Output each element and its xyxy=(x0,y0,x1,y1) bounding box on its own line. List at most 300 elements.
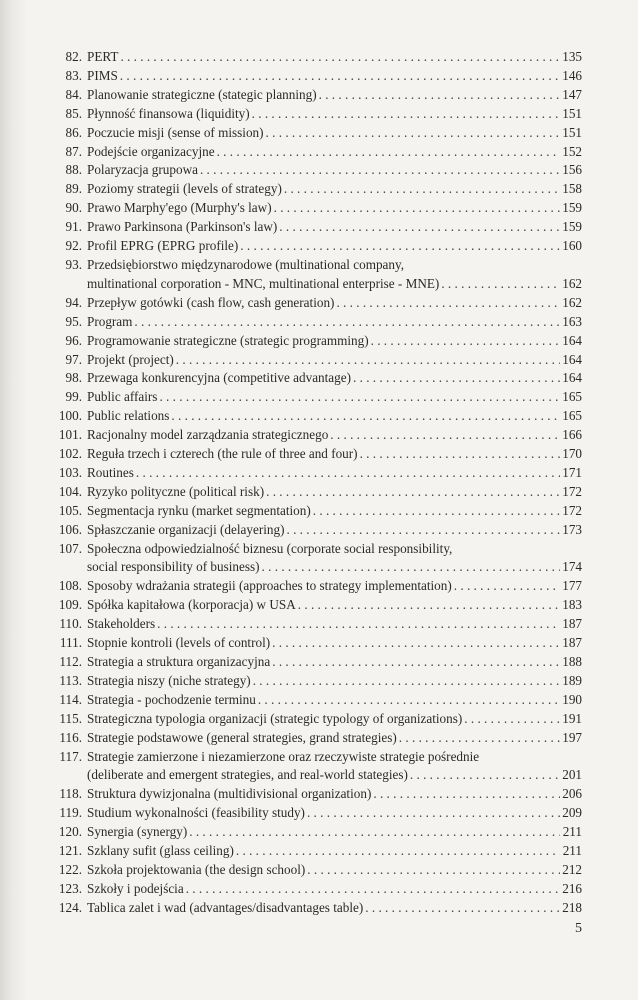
toc-entry-line xyxy=(87,842,582,861)
toc-entry-title: Przewaga konkurencyjna (competitive advantage) xyxy=(87,370,352,386)
toc-entry xyxy=(52,483,582,502)
toc-entry-number: 113. xyxy=(59,672,82,688)
toc-entry-number: 86. xyxy=(65,124,82,140)
toc-entry-body xyxy=(87,48,582,67)
dot-leader xyxy=(441,275,560,294)
toc-entry-number: 114. xyxy=(59,691,82,707)
dot-leader xyxy=(307,861,560,880)
dot-leader xyxy=(365,899,560,918)
toc-entry-number: 115. xyxy=(59,710,82,726)
toc-entry-body xyxy=(87,86,582,105)
toc-entry-body xyxy=(87,540,582,578)
toc-entry xyxy=(52,445,582,464)
toc-entry-title: Racjonalny model zarządzania strategicznego xyxy=(87,427,329,443)
toc-entry-page: 146 xyxy=(562,67,582,83)
toc-entry xyxy=(52,672,582,691)
toc-entry-line xyxy=(87,124,582,143)
toc-entry-page: 162 xyxy=(562,275,582,291)
toc-entry-page: 209 xyxy=(562,805,582,821)
toc-entry-body xyxy=(87,596,582,615)
toc-entry-line xyxy=(87,180,582,199)
toc-entry xyxy=(52,842,582,861)
toc-entry-body xyxy=(87,180,582,199)
toc-entry-title: Stopnie kontroli (levels of control) xyxy=(87,635,271,651)
toc-entry-number: 83. xyxy=(65,67,82,83)
toc-entry-body xyxy=(87,407,582,426)
toc-entry-body xyxy=(87,710,582,729)
toc-entry-page: 187 xyxy=(562,616,582,632)
toc-entry-number: 90. xyxy=(65,200,82,216)
toc-entry-page: 216 xyxy=(562,880,582,896)
toc-entry-body xyxy=(87,748,582,786)
toc-entry xyxy=(52,105,582,124)
toc-entry-number: 124. xyxy=(58,899,82,915)
dot-leader xyxy=(399,729,560,748)
toc-entry-body xyxy=(87,143,582,162)
dot-leader xyxy=(464,710,560,729)
toc-entry-page: 211 xyxy=(562,843,582,859)
toc-entry-title: Struktura dywizjonalna (multidivisional organization) xyxy=(87,786,372,802)
toc-entry-page: 188 xyxy=(562,654,582,669)
dot-leader xyxy=(236,842,560,861)
toc-entry-body xyxy=(87,426,582,445)
toc-entry-page: 191 xyxy=(562,710,582,726)
toc-entry-page: 159 xyxy=(562,219,582,235)
toc-entry-body xyxy=(87,483,582,502)
toc-entry xyxy=(52,294,582,313)
toc-entry-body xyxy=(87,634,582,653)
toc-entry-line xyxy=(87,67,582,86)
toc-entry-line xyxy=(87,880,582,899)
toc-entry-line xyxy=(87,464,582,483)
dot-leader xyxy=(240,237,560,256)
toc-entry-body xyxy=(87,899,582,918)
toc-entry xyxy=(52,729,582,748)
toc-entry-line xyxy=(87,615,582,634)
dot-leader xyxy=(200,161,560,180)
dot-leader xyxy=(284,180,560,199)
dot-leader xyxy=(252,105,560,124)
toc-entry-line xyxy=(87,748,582,767)
toc-entry-number: 88. xyxy=(65,162,82,178)
toc-entry xyxy=(52,86,582,105)
toc-entry xyxy=(52,464,582,483)
toc-entry-line xyxy=(87,388,582,407)
toc-entry-title: Program xyxy=(87,313,133,329)
toc-entry-line xyxy=(87,105,582,124)
toc-entry-body xyxy=(87,332,582,351)
toc-entry-page: 152 xyxy=(562,143,582,159)
toc-entry-title: Synergia (synergy) xyxy=(87,824,188,840)
dot-leader xyxy=(217,143,560,162)
toc-entry xyxy=(52,521,582,540)
toc-entry-line xyxy=(87,653,582,672)
dot-leader xyxy=(336,294,560,313)
toc-entry-number: 109. xyxy=(58,597,82,613)
toc-entry-line xyxy=(87,823,582,842)
toc-entry-title: Ryzyko polityczne (political risk) xyxy=(87,483,265,499)
dot-leader xyxy=(159,388,560,407)
toc-entry-title: Prawo Marphy'ego (Murphy's law) xyxy=(87,200,272,216)
dot-leader xyxy=(272,653,560,672)
toc-entry xyxy=(52,67,582,86)
toc-entry-line xyxy=(87,804,582,823)
toc-entry-title: Strategia niszy (niche strategy) xyxy=(87,672,251,688)
toc-entry-body xyxy=(87,67,582,86)
toc-entry-title: Podejście organizacyjne xyxy=(87,143,215,159)
toc-entry-body xyxy=(87,464,582,483)
toc-entry-title: Prawo Parkinsona (Parkinson's law) xyxy=(87,219,278,235)
toc-entry-page: 206 xyxy=(562,786,582,802)
toc-entry xyxy=(52,48,582,67)
toc-entry-page: 172 xyxy=(562,502,582,518)
toc-entry xyxy=(52,634,582,653)
toc-entry-number: 100. xyxy=(58,408,82,424)
toc-entry xyxy=(52,351,582,370)
toc-entry-number: 106. xyxy=(58,521,82,537)
toc-entry-page: 177 xyxy=(562,578,582,594)
toc-entry-line xyxy=(87,256,582,275)
toc-entry-title: Spłaszczanie organizacji (delayering) xyxy=(87,521,285,537)
toc-entry-body xyxy=(87,577,582,596)
toc-entry-title: Routines xyxy=(87,464,134,480)
toc-entry-number: 112. xyxy=(59,654,82,669)
toc-entry-title: Profil EPRG (EPRG profile) xyxy=(87,238,239,254)
toc-entry-title: PIMS xyxy=(87,67,118,83)
toc-entry-number: 118. xyxy=(59,786,82,802)
toc-entry-line xyxy=(87,766,582,785)
toc-entry-body xyxy=(87,615,582,634)
toc-entry-page: 159 xyxy=(562,200,582,216)
toc-entry-number: 119. xyxy=(59,805,82,821)
toc-entry-body xyxy=(87,256,582,294)
toc-entry-title: Strategia - pochodzenie terminu xyxy=(87,691,256,707)
toc-entry-line xyxy=(87,899,582,918)
toc-entry xyxy=(52,218,582,237)
toc-entry-title: Poziomy strategii (levels of strategy) xyxy=(87,181,282,197)
toc-entry-line xyxy=(87,540,582,559)
toc-entry xyxy=(52,332,582,351)
page-binding-shadow xyxy=(0,0,28,1000)
toc-entry-line xyxy=(87,332,582,351)
dot-leader xyxy=(330,426,560,445)
toc-entry-title: multinational corporation - MNC, multinational enterprise - MNE) xyxy=(87,275,440,291)
page-number: 5 xyxy=(575,921,582,936)
toc-entry-page: 151 xyxy=(562,105,582,121)
dot-leader xyxy=(262,558,560,577)
toc-entry-title: Strategia a struktura organizacyjna xyxy=(87,654,271,669)
toc-entry-body xyxy=(87,313,582,332)
toc-entry-title: Szklany sufit (glass ceiling) xyxy=(87,843,234,859)
toc-entry-title: Tablica zalet i wad (advantages/disadvantages table) xyxy=(87,899,364,915)
toc-entry-page: 135 xyxy=(562,49,582,64)
toc-entry-line xyxy=(87,861,582,880)
toc-entry xyxy=(52,596,582,615)
toc-entry xyxy=(52,710,582,729)
toc-entry-title: Przepływ gotówki (cash flow, cash generation) xyxy=(87,294,335,310)
toc-entry-title: Projekt (project) xyxy=(87,351,174,367)
dot-leader xyxy=(176,351,560,370)
dot-leader xyxy=(298,596,560,615)
toc-entry-body xyxy=(87,729,582,748)
toc-entry-line xyxy=(87,596,582,615)
dot-leader xyxy=(189,823,560,842)
toc-entry-line xyxy=(87,237,582,256)
toc-entry-page: 164 xyxy=(562,370,582,386)
toc-entry-number: 120. xyxy=(58,824,82,840)
toc-entry xyxy=(52,899,582,918)
toc-entry-body xyxy=(87,785,582,804)
toc-entry xyxy=(52,180,582,199)
toc-entry-number: 94. xyxy=(65,294,82,310)
toc-entry xyxy=(52,256,582,294)
toc-entry-page: 151 xyxy=(562,124,582,140)
toc-entry-title: Public relations xyxy=(87,408,170,424)
dot-leader xyxy=(134,313,560,332)
dot-leader xyxy=(157,615,560,634)
toc-entry-title: Spółka kapitałowa (korporacja) w USA xyxy=(87,597,296,613)
toc-entry-body xyxy=(87,161,582,180)
toc-entry-page: 187 xyxy=(562,635,582,651)
toc-entry-title: (deliberate and emergent strategies, and real-world stategies) xyxy=(87,767,408,783)
dot-leader xyxy=(120,67,560,86)
toc-entry-line xyxy=(87,577,582,596)
toc-entry-number: 105. xyxy=(58,502,82,518)
toc-entry-body xyxy=(87,445,582,464)
toc-entry xyxy=(52,369,582,388)
dot-leader xyxy=(274,199,560,218)
toc-entry-line xyxy=(87,161,582,180)
toc-entry-line xyxy=(87,218,582,237)
toc-entry-page: 212 xyxy=(562,861,582,877)
toc-entry-line xyxy=(87,729,582,748)
dot-leader xyxy=(171,407,560,426)
toc-entry-line xyxy=(87,313,582,332)
toc-entry-page: 190 xyxy=(562,691,582,707)
toc-entry xyxy=(52,161,582,180)
toc-entry xyxy=(52,388,582,407)
toc-entry-body xyxy=(87,105,582,124)
dot-leader xyxy=(454,577,560,596)
toc-entry-page: 189 xyxy=(562,672,582,688)
toc-entry-page: 164 xyxy=(562,351,582,367)
toc-entry-line xyxy=(87,710,582,729)
toc-entry-title: Sposoby wdrażania strategii (approaches to strategy implementation) xyxy=(87,578,452,594)
toc-entry-page: 174 xyxy=(562,559,582,575)
toc-entry-body xyxy=(87,804,582,823)
toc-entry-body xyxy=(87,653,582,672)
toc-entry-number: 97. xyxy=(65,351,82,367)
toc-entry-number: 117. xyxy=(59,748,82,764)
toc-entry xyxy=(52,143,582,162)
dot-leader xyxy=(307,804,560,823)
toc-entry-body xyxy=(87,199,582,218)
dot-leader xyxy=(258,691,560,710)
dot-leader xyxy=(360,445,560,464)
toc-entry-page: 172 xyxy=(562,483,582,499)
toc-entry-page: 211 xyxy=(562,824,582,840)
toc-entry-number: 123. xyxy=(58,880,82,896)
toc-entry-title: Poczucie misji (sense of mission) xyxy=(87,124,264,140)
toc-entry-line xyxy=(87,785,582,804)
dot-leader xyxy=(371,332,560,351)
toc-entry xyxy=(52,540,582,578)
toc-entry-number: 99. xyxy=(65,389,82,405)
toc-entry-body xyxy=(87,124,582,143)
toc-entry xyxy=(52,785,582,804)
toc-entry xyxy=(52,861,582,880)
toc-entry-number: 93. xyxy=(65,256,82,272)
toc-entry-page: 197 xyxy=(562,729,582,745)
toc-entry-title: Szkoła projektowania (the design school) xyxy=(87,861,306,877)
toc-entry-number: 102. xyxy=(58,446,82,462)
dot-leader xyxy=(272,634,560,653)
dot-leader xyxy=(319,86,560,105)
toc-entry-number: 92. xyxy=(65,238,82,254)
dot-leader xyxy=(136,464,560,483)
toc-entry-line xyxy=(87,521,582,540)
toc-entry xyxy=(52,748,582,786)
toc-entry-body xyxy=(87,218,582,237)
toc-entry-number: 103. xyxy=(58,464,82,480)
toc-entry-body xyxy=(87,521,582,540)
toc-entry-title: Strategie zamierzone i niezamierzone oraz rzeczywiste strategie pośrednie xyxy=(87,748,480,764)
toc-entry-line xyxy=(87,48,582,67)
toc-entry-number: 108. xyxy=(58,578,82,594)
toc-entry-body xyxy=(87,861,582,880)
toc-entry xyxy=(52,823,582,842)
toc-entry-body xyxy=(87,672,582,691)
toc-entry-line xyxy=(87,426,582,445)
toc-entry-line xyxy=(87,86,582,105)
dot-leader xyxy=(266,483,560,502)
dot-leader xyxy=(253,672,560,691)
toc-entry-page: 171 xyxy=(562,464,582,480)
toc-entry-number: 110. xyxy=(59,616,82,632)
toc-entry-body xyxy=(87,237,582,256)
toc-entry-body xyxy=(87,823,582,842)
toc-entry-line xyxy=(87,407,582,426)
toc-entry xyxy=(52,124,582,143)
toc-entry-number: 82. xyxy=(65,49,82,64)
toc-entry-line xyxy=(87,294,582,313)
toc-entry-title: Public affairs xyxy=(87,389,158,405)
toc-entry-page: 164 xyxy=(562,332,582,348)
toc-entry xyxy=(52,237,582,256)
toc-entry-page: 183 xyxy=(562,597,582,613)
toc-entry-page: 163 xyxy=(562,313,582,329)
toc-entry-number: 98. xyxy=(65,370,82,386)
toc-entry xyxy=(52,502,582,521)
toc-entry-line xyxy=(87,369,582,388)
toc-entry-page: 162 xyxy=(562,294,582,310)
toc-entry-title: Przedsiębiorstwo międzynarodowe (multinational company, xyxy=(87,256,405,272)
toc-entry-line xyxy=(87,672,582,691)
dot-leader xyxy=(410,766,560,785)
toc-entry-title: Płynność finansowa (liquidity) xyxy=(87,105,250,121)
toc-entry-number: 95. xyxy=(65,313,82,329)
toc-entry xyxy=(52,313,582,332)
toc-entry-page: 218 xyxy=(562,899,582,915)
toc-entry-body xyxy=(87,691,582,710)
toc-entry-page: 147 xyxy=(562,86,582,102)
toc-entry-title: Szkoły i podejścia xyxy=(87,880,184,896)
toc-entry xyxy=(52,804,582,823)
dot-leader xyxy=(279,218,560,237)
toc-entry xyxy=(52,880,582,899)
toc-entry-page: 156 xyxy=(562,162,582,178)
toc-entry-body xyxy=(87,880,582,899)
toc-entry-number: 85. xyxy=(65,105,82,121)
toc-entry-body xyxy=(87,842,582,861)
toc-entry-number: 104. xyxy=(58,483,82,499)
toc-entry-line xyxy=(87,445,582,464)
toc-entry-number: 116. xyxy=(59,729,82,745)
toc-entry-number: 122. xyxy=(58,861,82,877)
toc-entry-line xyxy=(87,483,582,502)
toc-entry-body xyxy=(87,294,582,313)
toc-entry-title: Polaryzacja grupowa xyxy=(87,162,198,178)
toc-entry-page: 173 xyxy=(562,521,582,537)
toc-entry-line xyxy=(87,502,582,521)
toc-entry-page: 170 xyxy=(562,446,582,462)
toc-entry-line xyxy=(87,691,582,710)
toc-entry-title: Studium wykonalności (feasibility study) xyxy=(87,805,305,821)
dot-leader xyxy=(373,785,560,804)
dot-leader xyxy=(286,521,560,540)
toc-entry-page: 165 xyxy=(562,408,582,424)
toc-entry xyxy=(52,615,582,634)
dot-leader xyxy=(313,502,560,521)
toc-entry xyxy=(52,653,582,672)
toc-entry xyxy=(52,691,582,710)
toc-entry xyxy=(52,577,582,596)
toc-entry-line xyxy=(87,275,582,294)
toc-entry xyxy=(52,426,582,445)
toc-entry-number: 107. xyxy=(58,540,82,556)
toc-entry-line xyxy=(87,199,582,218)
toc-entry xyxy=(52,199,582,218)
dot-leader xyxy=(266,124,560,143)
toc-entry-number: 91. xyxy=(65,219,82,235)
toc-entry-number: 101. xyxy=(58,427,82,443)
toc-entry-line xyxy=(87,351,582,370)
toc-entry-page: 160 xyxy=(562,238,582,254)
table-of-contents xyxy=(52,48,582,918)
toc-entry-title: Społeczna odpowiedzialność biznesu (corporate social responsibility, xyxy=(87,540,453,556)
toc-entry-title: PERT xyxy=(87,49,119,64)
toc-entry-title: Strategie podstawowe (general strategies, grand strategies) xyxy=(87,729,397,745)
toc-entry-body xyxy=(87,388,582,407)
toc-entry-title: Reguła trzech i czterech (the rule of three and four) xyxy=(87,446,358,462)
toc-entry-title: Segmentacja rynku (market segmentation) xyxy=(87,502,311,518)
toc-entry-page: 201 xyxy=(562,767,582,783)
toc-entry-number: 96. xyxy=(65,332,82,348)
toc-entry-number: 87. xyxy=(65,143,82,159)
toc-entry-body xyxy=(87,369,582,388)
toc-entry-title: social responsibility of business) xyxy=(87,559,260,575)
toc-entry-body xyxy=(87,502,582,521)
toc-entry-page: 165 xyxy=(562,389,582,405)
toc-entry-line xyxy=(87,634,582,653)
toc-entry-title: Planowanie strategiczne (stategic planning) xyxy=(87,86,317,102)
toc-entry-page: 158 xyxy=(562,181,582,197)
toc-entry-page: 166 xyxy=(562,427,582,443)
toc-entry-title: Stakeholders xyxy=(87,616,156,632)
toc-entry-number: 111. xyxy=(59,635,82,651)
toc-entry-title: Strategiczna typologia organizacji (strategic typology of organizations) xyxy=(87,710,463,726)
toc-entry-number: 89. xyxy=(65,181,82,197)
